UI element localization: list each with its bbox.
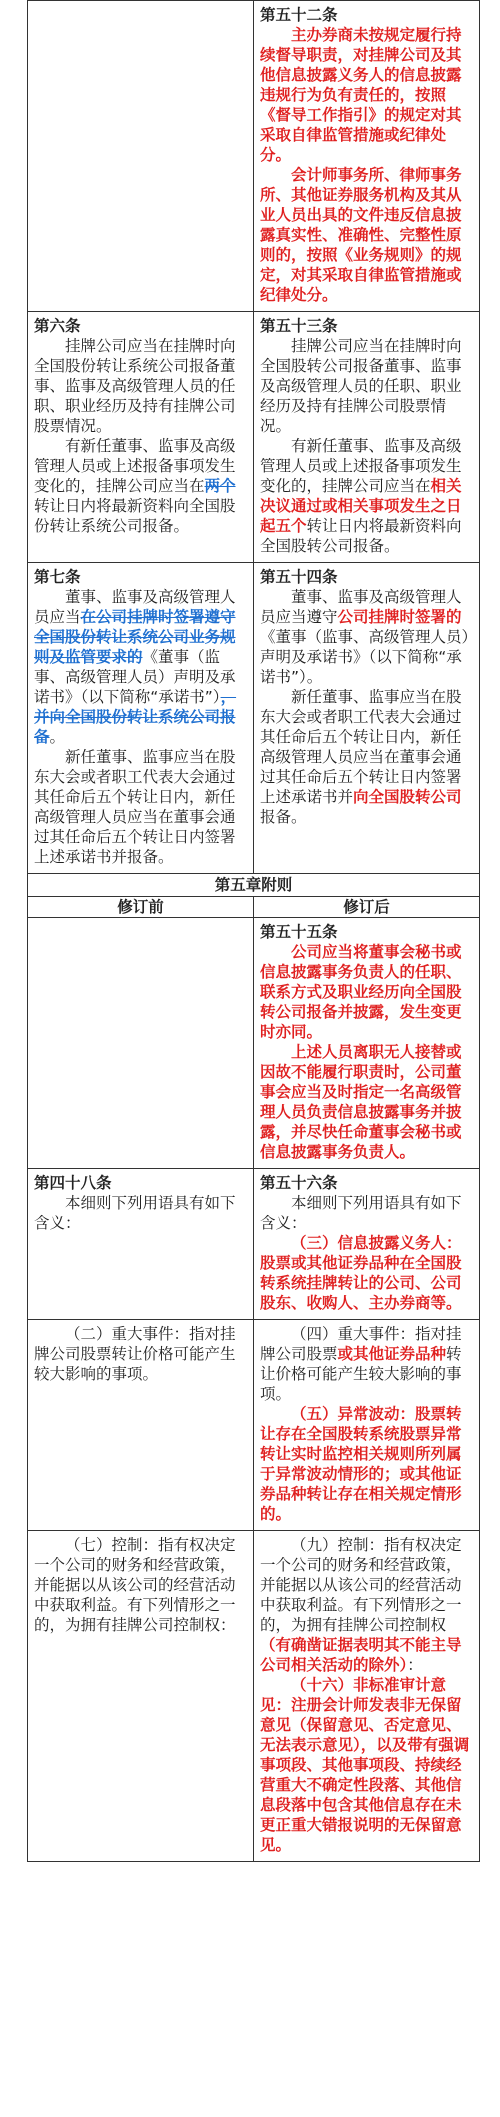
table-row	[28, 918, 480, 1169]
before-cell	[28, 918, 254, 1169]
table-row	[28, 1169, 480, 1320]
added-text: 上述人员离职无人接替或因故不能履行职责时，公司董事会应当及时指定一名高级管理人员负责信息披露事务并披露，并尽快任命董事会秘书或信息披露事务负责人。	[260, 1043, 462, 1161]
body-text: 《董事（监事、高级管理人员）声明及承诺书》（以下简称“承诺书”）	[34, 648, 236, 706]
article-paragraph	[34, 336, 247, 436]
article-paragraph	[34, 1535, 247, 1635]
article-title: 第五十二条	[260, 6, 338, 24]
article-paragraph	[34, 436, 247, 536]
revision-comparison-table	[27, 0, 480, 1862]
deleted-text: 两个	[204, 477, 236, 495]
body-text: （七）控制：指有权决定一个公司的财务和经营政策，并能据以从该公司的经营活动中获取利益。有下列情形之一的，为拥有挂牌公司控制权：	[34, 1536, 236, 1634]
added-text: 公司挂牌时签署的	[337, 608, 462, 626]
body-text: 。	[49, 728, 66, 746]
before-cell	[28, 563, 254, 874]
body-text: （二）重大事件：指对挂牌公司股票转让价格可能产生较大影响的事项。	[34, 1325, 236, 1383]
added-text: 公司应当将董事会秘书或信息披露事务负责人的任职、联系方式及职业经历向全国股转公司报备并披露，发生变更时亦同。	[260, 943, 462, 1041]
before-cell	[28, 1531, 254, 1862]
article-paragraph	[260, 336, 473, 436]
column-header-before: 修订前	[28, 897, 254, 918]
body-text: 董事、监事及高级管理人员应当遵守	[260, 588, 462, 626]
article-paragraph	[260, 1233, 473, 1313]
table-row	[28, 1320, 480, 1531]
article-title: 第四十八条	[34, 1174, 112, 1192]
article-title: 第五十五条	[260, 923, 338, 941]
article-paragraph	[34, 1324, 247, 1384]
body-text: 转让日内将最新资料向全国股转公司报备。	[260, 517, 462, 555]
body-text: 报备。	[260, 808, 307, 826]
body-text: 新任董事、监事应当在股东大会或者职工代表大会通过其任命后五个转让日内，新任高级管理人员应当在董事会通过其任命后五个转让日内签署上述承诺书并报备。	[34, 748, 236, 866]
body-text: 《董事（监事、高级管理人员）声明及承诺书》（以下简称“承诺书”）。	[260, 628, 470, 686]
article-paragraph	[260, 1535, 473, 1675]
article-paragraph	[260, 1042, 473, 1162]
added-text: （有确凿证据表明其不能主导公司相关活动的除外）	[260, 1636, 462, 1674]
article-paragraph	[34, 1193, 247, 1233]
table-row	[28, 1, 480, 312]
added-text: 或其他证券品种	[337, 1345, 447, 1363]
body-text: 本细则下列用语具有如下含义：	[34, 1194, 236, 1232]
chapter-heading: 第五章附则	[28, 874, 480, 897]
after-cell	[254, 918, 480, 1169]
added-text: （三）信息披露义务人：股票或其他证券品种在全国股转系统挂牌转让的公司、公司股东、收购人、主办券商等。	[260, 1234, 462, 1312]
added-text: 向全国股转公司	[353, 788, 462, 806]
body-text: 有新任董事、监事及高级管理人员或上述报备事项发生变化的，挂牌公司应当在	[260, 437, 462, 495]
added-text: （五）异常波动：股票转让存在全国股转系统股票异常转让实时监控相关规则所列属于异常波动情形的；或其他证券品种转让存在相关规定情形的。	[260, 1405, 462, 1523]
article-paragraph	[34, 587, 247, 747]
article-paragraph	[260, 1324, 473, 1404]
article-paragraph	[260, 1675, 473, 1855]
after-cell	[254, 1169, 480, 1320]
table-row	[28, 312, 480, 563]
article-paragraph	[260, 687, 473, 827]
article-paragraph	[260, 25, 473, 165]
article-paragraph	[260, 1193, 473, 1233]
column-header-after: 修订后	[254, 897, 480, 918]
added-text: （十六）非标准审计意见：注册会计师发表非无保留意见（保留意见、否定意见、无法表示意见），以及带有强调事项段、其他事项段、持续经营重大不确定性段落、其他信息段落中包含其他信息存在未更正重大错报说明的无保留意见。	[260, 1676, 470, 1854]
body-text: 新任董事、监事应当在股东大会或者职工代表大会通过其任命后五个转让日内，新任高级管理人员应当在董事会通过其任命后五个转让日内签署上述承诺书并	[260, 688, 462, 806]
before-cell	[28, 1169, 254, 1320]
before-cell	[28, 1, 254, 312]
body-text: 转让价格可能产生较大影响的事项。	[260, 1345, 462, 1403]
before-cell	[28, 1320, 254, 1531]
deleted-text: 在公司挂牌时签署遵守全国股份转让系统公司业务规则及监管要求的	[34, 608, 236, 666]
body-text: （九）控制：指有权决定一个公司的财务和经营政策，并能据以从该公司的经营活动中获取利益。有下列情形之一的，为拥有挂牌公司控制权	[260, 1536, 462, 1634]
body-text: （四）重大事件：指对挂牌公司股票	[260, 1325, 462, 1363]
after-cell	[254, 563, 480, 874]
article-paragraph	[34, 747, 247, 867]
body-text: 挂牌公司应当在挂牌时向全国股转公司报备董事、监事及高级管理人员的任职、职业经历及持有挂牌公司股票情况。	[260, 337, 462, 435]
article-paragraph	[260, 436, 473, 556]
after-cell	[254, 1320, 480, 1531]
article-title: 第七条	[34, 568, 81, 586]
added-text: 会计师事务所、律师事务所、其他证券服务机构及其从业人员出具的文件违反信息披露真实性、准确性、完整性原则的，按照《业务规则》的规定，对其采取自律监管措施或纪律处分。	[260, 166, 462, 304]
body-text: 董事、监事及高级管理人员应当	[34, 588, 236, 626]
added-text: 主办券商未按规定履行持续督导职责，对挂牌公司及其他信息披露义务人的信息披露违规行为负有责任的，按照《督导工作指引》的规定对其采取自律监管措施或纪律处分。	[260, 26, 462, 164]
body-text: ：	[407, 1656, 423, 1674]
article-paragraph	[260, 165, 473, 305]
body-text: 本细则下列用语具有如下含义：	[260, 1194, 462, 1232]
table-row	[28, 1531, 480, 1862]
after-cell	[254, 312, 480, 563]
article-title: 第五十三条	[260, 317, 338, 335]
deleted-text: ，并向全国股份转让系统公司报备	[34, 688, 237, 746]
article-title: 第五十四条	[260, 568, 338, 586]
article-title: 第六条	[34, 317, 81, 335]
article-paragraph	[260, 942, 473, 1042]
table-row	[28, 563, 480, 874]
after-cell	[254, 1531, 480, 1862]
article-title: 第五十六条	[260, 1174, 338, 1192]
body-text: 有新任董事、监事及高级管理人员或上述报备事项发生变化的，挂牌公司应当在	[34, 437, 236, 495]
before-cell	[28, 312, 254, 563]
body-text: 转让日内将最新资料向全国股份转让系统公司报备。	[34, 497, 236, 535]
article-paragraph	[260, 587, 473, 687]
body-text: 挂牌公司应当在挂牌时向全国股份转让系统公司报备董事、监事及高级管理人员的任职、职业经历及持有挂牌公司股票情况。	[34, 337, 236, 435]
after-cell	[254, 1, 480, 312]
added-text: 相关决议通过或相关事项发生之日起五个	[260, 477, 462, 535]
article-paragraph	[260, 1404, 473, 1524]
